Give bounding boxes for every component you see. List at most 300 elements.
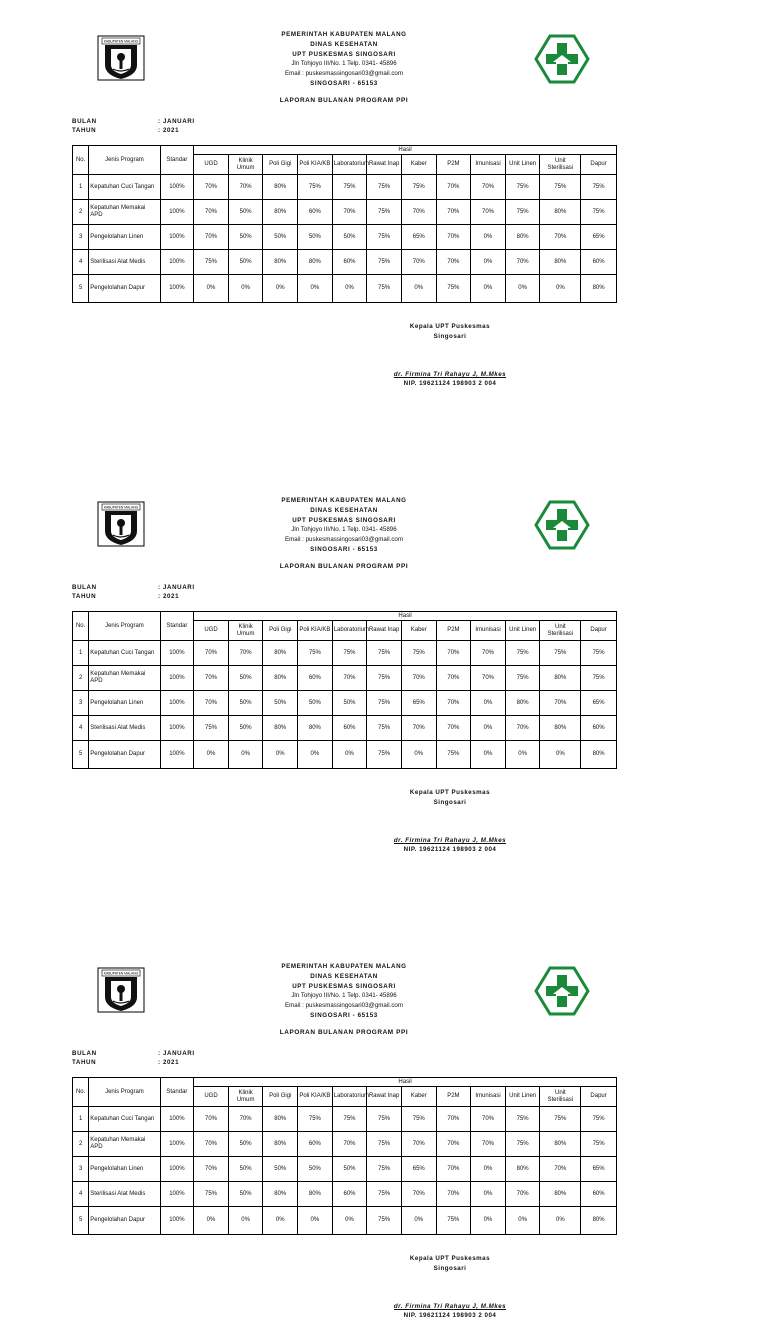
cell-value: 65% [581, 691, 617, 716]
unit-header: Imunisasi [471, 621, 506, 641]
unit-header: Kaber [401, 155, 436, 175]
table-row [73, 175, 617, 200]
signatory-nip: NIP. 19621124 198903 2 004 [403, 380, 497, 387]
cell-value: 70% [194, 200, 229, 225]
unit-header: Poli KIA/KB [298, 155, 333, 175]
cell-value: 75% [436, 1207, 471, 1235]
letterhead [230, 496, 458, 555]
tahun-label: TAHUN [72, 1059, 97, 1066]
cell-value: 75% [367, 225, 402, 250]
cell-value: 50% [263, 691, 298, 716]
unit-header: Laboratorium [332, 155, 367, 175]
kabupaten-malang-crest-icon [97, 967, 145, 1013]
cell-value: 65% [581, 225, 617, 250]
cell-value: 75% [194, 716, 229, 741]
report-page-3 [0, 932, 768, 1319]
cell-value: 0% [263, 741, 298, 769]
cell-value: 65% [581, 1157, 617, 1182]
letterhead-email: Email : puskesmassingosari03@gmail.com [284, 70, 404, 78]
table-row [73, 275, 617, 303]
cell-value: 75% [367, 1182, 402, 1207]
report-title: LAPORAN BULANAN PROGRAM PPI [279, 1029, 409, 1036]
cell-value: 75% [436, 275, 471, 303]
letterhead-line-1: PEMERINTAH KABUPATEN MALANG [281, 497, 407, 504]
signature-position-line-1: Kepala UPT Puskesmas [409, 323, 491, 330]
unit-header: Rawat Inap [367, 155, 402, 175]
cell-value: 0% [194, 1207, 229, 1235]
cell-value: 70% [332, 666, 367, 691]
cell-value: 80% [540, 716, 581, 741]
unit-header: Unit Linen [505, 621, 540, 641]
table-row [73, 716, 617, 741]
cell-value: 75% [194, 250, 229, 275]
report-meta [72, 117, 195, 135]
unit-header: Laboratorium [332, 621, 367, 641]
col-header-no: No. [73, 146, 89, 175]
cell-value: 80% [263, 716, 298, 741]
cell-value: 0% [471, 691, 506, 716]
cell-value: 75% [298, 175, 333, 200]
letterhead-email: Email : puskesmassingosari03@gmail.com [284, 1002, 404, 1010]
cell-value: 80% [263, 175, 298, 200]
cell-value: 75% [540, 175, 581, 200]
cell-value: 0% [471, 1182, 506, 1207]
cell-value: 0% [332, 741, 367, 769]
cell-value: 80% [540, 200, 581, 225]
cell-value: 0% [228, 741, 263, 769]
cell-value: 70% [401, 666, 436, 691]
cell-standar: 100% [160, 200, 194, 225]
cell-value: 75% [332, 641, 367, 666]
cell-standar: 100% [160, 1182, 194, 1207]
cell-value: 80% [263, 1107, 298, 1132]
logo-text: KABUPATEN MALANG [103, 39, 139, 44]
letterhead-line-1: PEMERINTAH KABUPATEN MALANG [281, 963, 407, 970]
cell-no: 2 [73, 1132, 89, 1157]
cell-value: 65% [401, 691, 436, 716]
cell-value: 70% [436, 250, 471, 275]
cell-value: 0% [505, 741, 540, 769]
cell-value: 70% [194, 1132, 229, 1157]
cell-value: 70% [505, 716, 540, 741]
cell-value: 50% [228, 1157, 263, 1182]
cell-value: 75% [367, 1107, 402, 1132]
cell-value: 0% [471, 225, 506, 250]
cell-value: 0% [401, 275, 436, 303]
unit-header: UGD [194, 621, 229, 641]
unit-header: Poli Gigi [263, 155, 298, 175]
cell-no: 2 [73, 666, 89, 691]
cell-value: 60% [298, 200, 333, 225]
cell-value: 75% [367, 250, 402, 275]
cell-value: 75% [581, 175, 617, 200]
cell-value: 70% [401, 200, 436, 225]
cell-value: 70% [228, 1107, 263, 1132]
cell-value: 0% [471, 1207, 506, 1235]
cell-value: 70% [436, 225, 471, 250]
cell-program: Pengelolahan Linen [89, 691, 160, 716]
cell-program: Kepatuhan Cuci Tangan [89, 175, 160, 200]
cell-value: 0% [194, 741, 229, 769]
cell-value: 70% [401, 250, 436, 275]
table-row [73, 225, 617, 250]
cell-program: Kepatuhan Memakai APD [89, 1132, 160, 1157]
col-header-program: Jenis Program [89, 146, 160, 175]
table-row [73, 200, 617, 225]
cell-standar: 100% [160, 250, 194, 275]
signature-block [380, 836, 520, 854]
cell-value: 0% [228, 275, 263, 303]
col-header-standar: Standar [160, 612, 194, 641]
bulan-label: BULAN [72, 584, 97, 591]
unit-header: Poli Gigi [263, 1087, 298, 1107]
signature-position [380, 788, 520, 808]
table-row [73, 1207, 617, 1235]
cell-value: 70% [436, 200, 471, 225]
cell-value: 70% [436, 175, 471, 200]
cell-value: 60% [581, 716, 617, 741]
unit-header: Klinik Umum [228, 155, 263, 175]
table-row [73, 1132, 617, 1157]
cell-no: 1 [73, 641, 89, 666]
cell-standar: 100% [160, 691, 194, 716]
unit-header: Rawat Inap [367, 1087, 402, 1107]
cell-value: 70% [471, 666, 506, 691]
tahun-value: : 2021 [158, 1059, 180, 1066]
cell-value: 70% [194, 691, 229, 716]
cell-value: 0% [228, 1207, 263, 1235]
unit-header: Imunisasi [471, 155, 506, 175]
cell-value: 80% [263, 1182, 298, 1207]
cell-value: 75% [367, 641, 402, 666]
signature-position [380, 1254, 520, 1274]
cell-value: 75% [332, 175, 367, 200]
col-header-standar: Standar [160, 1078, 194, 1107]
cell-value: 70% [436, 1132, 471, 1157]
cell-value: 75% [367, 716, 402, 741]
letterhead-address: Jln Tohjoyo III/No. 1 Telp. 0341- 45896 [291, 60, 397, 68]
cell-value: 75% [581, 666, 617, 691]
cell-value: 75% [505, 1107, 540, 1132]
cell-value: 70% [401, 1182, 436, 1207]
cell-value: 75% [540, 641, 581, 666]
letterhead-line-3: UPT PUSKESMAS SINGOSARI [292, 50, 396, 58]
cell-value: 75% [581, 1107, 617, 1132]
report-meta [72, 583, 195, 601]
signature-position-line-2: Singosari [433, 1265, 467, 1272]
cell-value: 75% [505, 1132, 540, 1157]
cell-value: 75% [367, 1207, 402, 1235]
cell-value: 75% [367, 666, 402, 691]
cell-value: 80% [581, 741, 617, 769]
col-header-no: No. [73, 612, 89, 641]
cell-value: 70% [471, 1107, 506, 1132]
signatory-nip: NIP. 19621124 198903 2 004 [403, 1312, 497, 1319]
cell-standar: 100% [160, 1207, 194, 1235]
cell-standar: 100% [160, 1107, 194, 1132]
cell-value: 80% [263, 641, 298, 666]
cell-value: 70% [332, 1132, 367, 1157]
unit-header: Poli Gigi [263, 621, 298, 641]
cell-program: Kepatuhan Memakai APD [89, 666, 160, 691]
unit-header: Poli KIA/KB [298, 621, 333, 641]
cell-value: 50% [332, 1157, 367, 1182]
cell-value: 0% [401, 741, 436, 769]
col-header-standar: Standar [160, 146, 194, 175]
cell-value: 80% [263, 250, 298, 275]
cell-value: 75% [581, 641, 617, 666]
cell-value: 75% [367, 1132, 402, 1157]
cell-value: 80% [263, 200, 298, 225]
report-page-2 [0, 466, 768, 932]
letterhead-city: SINGOSARI - 65153 [310, 79, 378, 87]
cell-value: 80% [263, 666, 298, 691]
puskesmas-green-cross-icon [534, 966, 590, 1016]
cell-standar: 100% [160, 641, 194, 666]
cell-value: 70% [194, 641, 229, 666]
cell-value: 60% [581, 1182, 617, 1207]
letterhead-address: Jln Tohjoyo III/No. 1 Telp. 0341- 45896 [291, 526, 397, 534]
cell-value: 70% [436, 716, 471, 741]
cell-value: 75% [367, 691, 402, 716]
cell-no: 5 [73, 1207, 89, 1235]
bulan-value: : JANUARI [158, 118, 195, 125]
cell-value: 75% [540, 1107, 581, 1132]
unit-header: Poli KIA/KB [298, 1087, 333, 1107]
cell-value: 50% [228, 1182, 263, 1207]
letterhead-line-2: DINAS KESEHATAN [310, 40, 378, 48]
cell-value: 70% [505, 250, 540, 275]
cell-no: 2 [73, 200, 89, 225]
cell-value: 70% [401, 716, 436, 741]
unit-header: Dapur [581, 1087, 617, 1107]
cell-value: 70% [540, 691, 581, 716]
unit-header: P2M [436, 1087, 471, 1107]
cell-no: 4 [73, 250, 89, 275]
cell-value: 70% [471, 641, 506, 666]
cell-value: 70% [505, 1182, 540, 1207]
cell-value: 70% [194, 225, 229, 250]
signatory-nip: NIP. 19621124 198903 2 004 [403, 846, 497, 853]
kabupaten-malang-crest-icon [97, 501, 145, 547]
cell-value: 0% [471, 250, 506, 275]
unit-header: Klinik Umum [228, 621, 263, 641]
cell-program: Pengelolahan Dapur [89, 275, 160, 303]
cell-value: 0% [263, 1207, 298, 1235]
cell-value: 80% [540, 250, 581, 275]
logo-text: KABUPATEN MALANG [103, 505, 139, 510]
cell-value: 80% [298, 1182, 333, 1207]
cell-value: 70% [332, 200, 367, 225]
bulan-label: BULAN [72, 118, 97, 125]
signatory-name: dr. Firmina Tri Rahayu J, M.Mkes [393, 1303, 507, 1310]
cell-value: 70% [194, 666, 229, 691]
cell-no: 1 [73, 175, 89, 200]
cell-value: 80% [298, 716, 333, 741]
cell-value: 75% [505, 175, 540, 200]
cell-value: 0% [471, 1157, 506, 1182]
cell-value: 80% [505, 1157, 540, 1182]
cell-value: 70% [436, 691, 471, 716]
cell-value: 75% [505, 200, 540, 225]
report-meta [72, 1049, 195, 1067]
unit-header: P2M [436, 155, 471, 175]
unit-header: UGD [194, 155, 229, 175]
cell-value: 75% [298, 1107, 333, 1132]
cell-value: 60% [332, 1182, 367, 1207]
bulan-label: BULAN [72, 1050, 97, 1057]
cell-value: 50% [332, 691, 367, 716]
cell-value: 50% [228, 250, 263, 275]
signature-position-line-1: Kepala UPT Puskesmas [409, 789, 491, 796]
table-row [73, 1182, 617, 1207]
unit-header: Unit Sterilisasi [540, 155, 581, 175]
cell-program: Pengelolahan Linen [89, 1157, 160, 1182]
cell-value: 80% [263, 1132, 298, 1157]
cell-no: 4 [73, 1182, 89, 1207]
puskesmas-green-cross-icon [534, 500, 590, 550]
cell-no: 5 [73, 275, 89, 303]
cell-value: 60% [332, 250, 367, 275]
cell-no: 3 [73, 1157, 89, 1182]
cell-value: 75% [581, 1132, 617, 1157]
cell-program: Sterilisasi Alat Medis [89, 716, 160, 741]
cell-value: 50% [228, 200, 263, 225]
cell-value: 70% [194, 1157, 229, 1182]
cell-value: 80% [540, 1182, 581, 1207]
cell-program: Pengelolahan Linen [89, 225, 160, 250]
cell-no: 3 [73, 691, 89, 716]
letterhead-line-1: PEMERINTAH KABUPATEN MALANG [281, 31, 407, 38]
unit-header: Unit Linen [505, 1087, 540, 1107]
col-header-hasil: Hasil [194, 1078, 617, 1087]
cell-value: 75% [436, 741, 471, 769]
cell-value: 75% [581, 200, 617, 225]
ppi-report-table [72, 145, 617, 303]
unit-header: Unit Linen [505, 155, 540, 175]
cell-value: 50% [228, 716, 263, 741]
cell-value: 70% [436, 641, 471, 666]
cell-standar: 100% [160, 666, 194, 691]
cell-value: 0% [505, 1207, 540, 1235]
cell-value: 50% [298, 225, 333, 250]
cell-value: 0% [263, 275, 298, 303]
cell-no: 3 [73, 225, 89, 250]
cell-value: 50% [228, 1132, 263, 1157]
cell-value: 70% [194, 1107, 229, 1132]
bulan-value: : JANUARI [158, 584, 195, 591]
cell-value: 60% [298, 666, 333, 691]
cell-value: 75% [505, 641, 540, 666]
cell-value: 70% [436, 666, 471, 691]
cell-value: 70% [471, 200, 506, 225]
report-title: LAPORAN BULANAN PROGRAM PPI [279, 97, 409, 104]
table-row [73, 250, 617, 275]
cell-value: 75% [401, 175, 436, 200]
cell-value: 0% [401, 1207, 436, 1235]
cell-value: 70% [540, 1157, 581, 1182]
cell-value: 50% [228, 225, 263, 250]
cell-value: 0% [471, 741, 506, 769]
signatory-name: dr. Firmina Tri Rahayu J, M.Mkes [393, 371, 507, 378]
letterhead-city: SINGOSARI - 65153 [310, 545, 378, 553]
cell-value: 70% [228, 641, 263, 666]
cell-value: 0% [540, 275, 581, 303]
cell-value: 50% [298, 691, 333, 716]
cell-value: 70% [436, 1107, 471, 1132]
signature-position-line-2: Singosari [433, 799, 467, 806]
cell-value: 0% [298, 275, 333, 303]
ppi-report-table [72, 1077, 617, 1235]
cell-value: 75% [298, 641, 333, 666]
unit-header: Laboratorium [332, 1087, 367, 1107]
unit-header: Rawat Inap [367, 621, 402, 641]
cell-standar: 100% [160, 1132, 194, 1157]
letterhead-line-2: DINAS KESEHATAN [310, 506, 378, 514]
cell-value: 70% [436, 1157, 471, 1182]
cell-value: 80% [298, 250, 333, 275]
cell-program: Kepatuhan Memakai APD [89, 200, 160, 225]
cell-standar: 100% [160, 225, 194, 250]
cell-value: 75% [367, 275, 402, 303]
cell-value: 75% [505, 666, 540, 691]
unit-header: Kaber [401, 621, 436, 641]
cell-value: 50% [298, 1157, 333, 1182]
signatory-name: dr. Firmina Tri Rahayu J, M.Mkes [393, 837, 507, 844]
col-header-hasil: Hasil [194, 612, 617, 621]
table-row [73, 666, 617, 691]
cell-value: 0% [332, 1207, 367, 1235]
cell-standar: 100% [160, 1157, 194, 1182]
table-row [73, 741, 617, 769]
cell-value: 60% [298, 1132, 333, 1157]
cell-program: Sterilisasi Alat Medis [89, 1182, 160, 1207]
cell-value: 50% [332, 225, 367, 250]
cell-program: Pengelolahan Dapur [89, 1207, 160, 1235]
cell-value: 70% [471, 1132, 506, 1157]
cell-program: Kepatuhan Cuci Tangan [89, 1107, 160, 1132]
signature-block [380, 370, 520, 388]
tahun-label: TAHUN [72, 127, 97, 134]
cell-value: 70% [401, 1132, 436, 1157]
unit-header: Unit Sterilisasi [540, 1087, 581, 1107]
letterhead-line-2: DINAS KESEHATAN [310, 972, 378, 980]
cell-value: 75% [194, 1182, 229, 1207]
cell-value: 80% [505, 691, 540, 716]
cell-value: 70% [471, 175, 506, 200]
cell-value: 70% [194, 175, 229, 200]
letterhead-email: Email : puskesmassingosari03@gmail.com [284, 536, 404, 544]
cell-no: 1 [73, 1107, 89, 1132]
unit-header: Dapur [581, 155, 617, 175]
cell-value: 60% [332, 716, 367, 741]
cell-value: 75% [367, 1157, 402, 1182]
cell-value: 0% [298, 1207, 333, 1235]
cell-value: 65% [401, 225, 436, 250]
cell-value: 80% [505, 225, 540, 250]
cell-program: Pengelolahan Dapur [89, 741, 160, 769]
cell-value: 0% [505, 275, 540, 303]
report-page-1 [0, 0, 768, 466]
unit-header: Kaber [401, 1087, 436, 1107]
cell-no: 4 [73, 716, 89, 741]
cell-value: 0% [194, 275, 229, 303]
letterhead-address: Jln Tohjoyo III/No. 1 Telp. 0341- 45896 [291, 992, 397, 1000]
cell-value: 70% [228, 175, 263, 200]
unit-header: Unit Sterilisasi [540, 621, 581, 641]
letterhead-line-3: UPT PUSKESMAS SINGOSARI [292, 982, 396, 990]
signature-position-line-2: Singosari [433, 333, 467, 340]
